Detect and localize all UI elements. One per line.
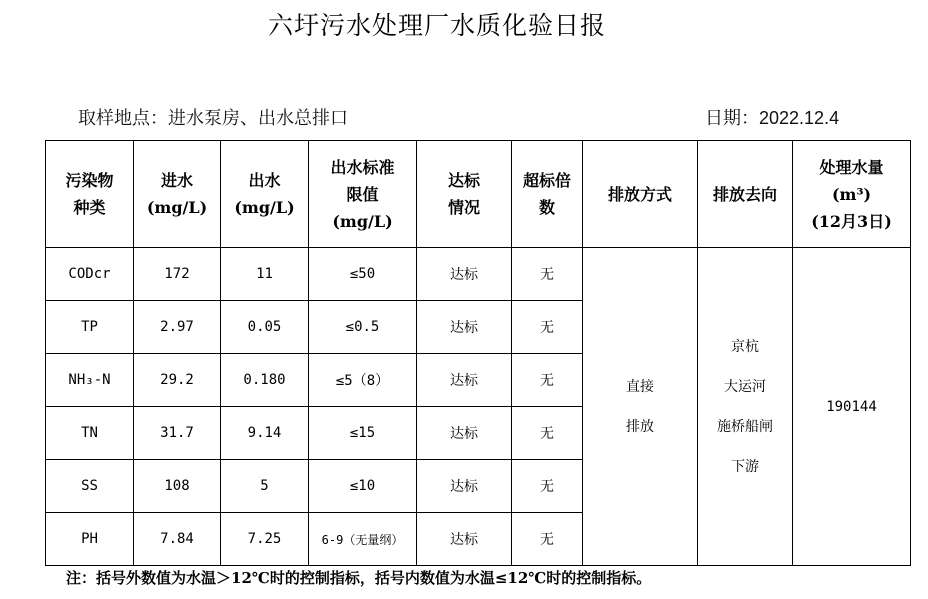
- report-title: 六圩污水处理厂水质化验日报: [267, 11, 606, 40]
- status-cell: 达标: [417, 460, 512, 513]
- pollutant-cell: TN: [46, 407, 134, 460]
- standard-cell: ≤10: [309, 460, 417, 513]
- influent-cell: 2.97: [134, 301, 221, 354]
- header-pollutant: 污染物 种类: [46, 141, 134, 248]
- status-cell: 达标: [417, 354, 512, 407]
- footnote: 注：括号外数值为水温＞12℃时的控制指标，括号内数值为水温≤12℃时的控制指标。: [66, 569, 652, 587]
- exceed-cell: 无: [512, 407, 583, 460]
- exceed-cell: 无: [512, 301, 583, 354]
- status-cell: 达标: [417, 301, 512, 354]
- sampling-location: 取样地点：进水泵房、出水总排口: [78, 108, 348, 129]
- effluent-cell: 0.180: [221, 354, 309, 407]
- standard-cell: ≤50: [309, 248, 417, 301]
- exceed-cell: 无: [512, 513, 583, 566]
- water-quality-table: [45, 140, 911, 566]
- pollutant-cell: TP: [46, 301, 134, 354]
- pollutant-cell: CODcr: [46, 248, 134, 301]
- effluent-cell: 11: [221, 248, 309, 301]
- standard-cell: ≤5（8）: [309, 354, 417, 407]
- header-row: [46, 141, 911, 248]
- influent-cell: 108: [134, 460, 221, 513]
- exceed-cell: 无: [512, 354, 583, 407]
- exceed-cell: 无: [512, 248, 583, 301]
- pollutant-cell: SS: [46, 460, 134, 513]
- influent-cell: 31.7: [134, 407, 221, 460]
- effluent-cell: 7.25: [221, 513, 309, 566]
- exceed-cell: 无: [512, 460, 583, 513]
- status-cell: 达标: [417, 248, 512, 301]
- header-compliance: 达标 情况: [417, 141, 512, 248]
- header-discharge-destination: 排放去向: [698, 141, 793, 248]
- effluent-cell: 5: [221, 460, 309, 513]
- header-treated-volume: 处理水量 (m³) (12月3日): [793, 141, 911, 248]
- influent-cell: 7.84: [134, 513, 221, 566]
- report-date: 日期：2022.12.4: [705, 108, 840, 128]
- treated-volume-cell: 190144: [793, 248, 911, 566]
- status-cell: 达标: [417, 407, 512, 460]
- effluent-cell: 0.05: [221, 301, 309, 354]
- influent-cell: 172: [134, 248, 221, 301]
- standard-cell: 6-9（无量纲）: [309, 513, 417, 566]
- status-cell: 达标: [417, 513, 512, 566]
- discharge-destination-cell: 京杭 大运河 施桥船闸 下游: [698, 248, 793, 566]
- pollutant-cell: PH: [46, 513, 134, 566]
- pollutant-cell: NH₃-N: [46, 354, 134, 407]
- header-standard: 出水标准 限值 (mg/L): [309, 141, 417, 248]
- header-effluent: 出水 (mg/L): [221, 141, 309, 248]
- standard-cell: ≤0.5: [309, 301, 417, 354]
- effluent-cell: 9.14: [221, 407, 309, 460]
- standard-cell: ≤15: [309, 407, 417, 460]
- table-row: [46, 248, 911, 301]
- header-discharge-method: 排放方式: [583, 141, 698, 248]
- header-exceed: 超标倍 数: [512, 141, 583, 248]
- influent-cell: 29.2: [134, 354, 221, 407]
- header-influent: 进水 (mg/L): [134, 141, 221, 248]
- discharge-method-cell: 直接 排放: [583, 248, 698, 566]
